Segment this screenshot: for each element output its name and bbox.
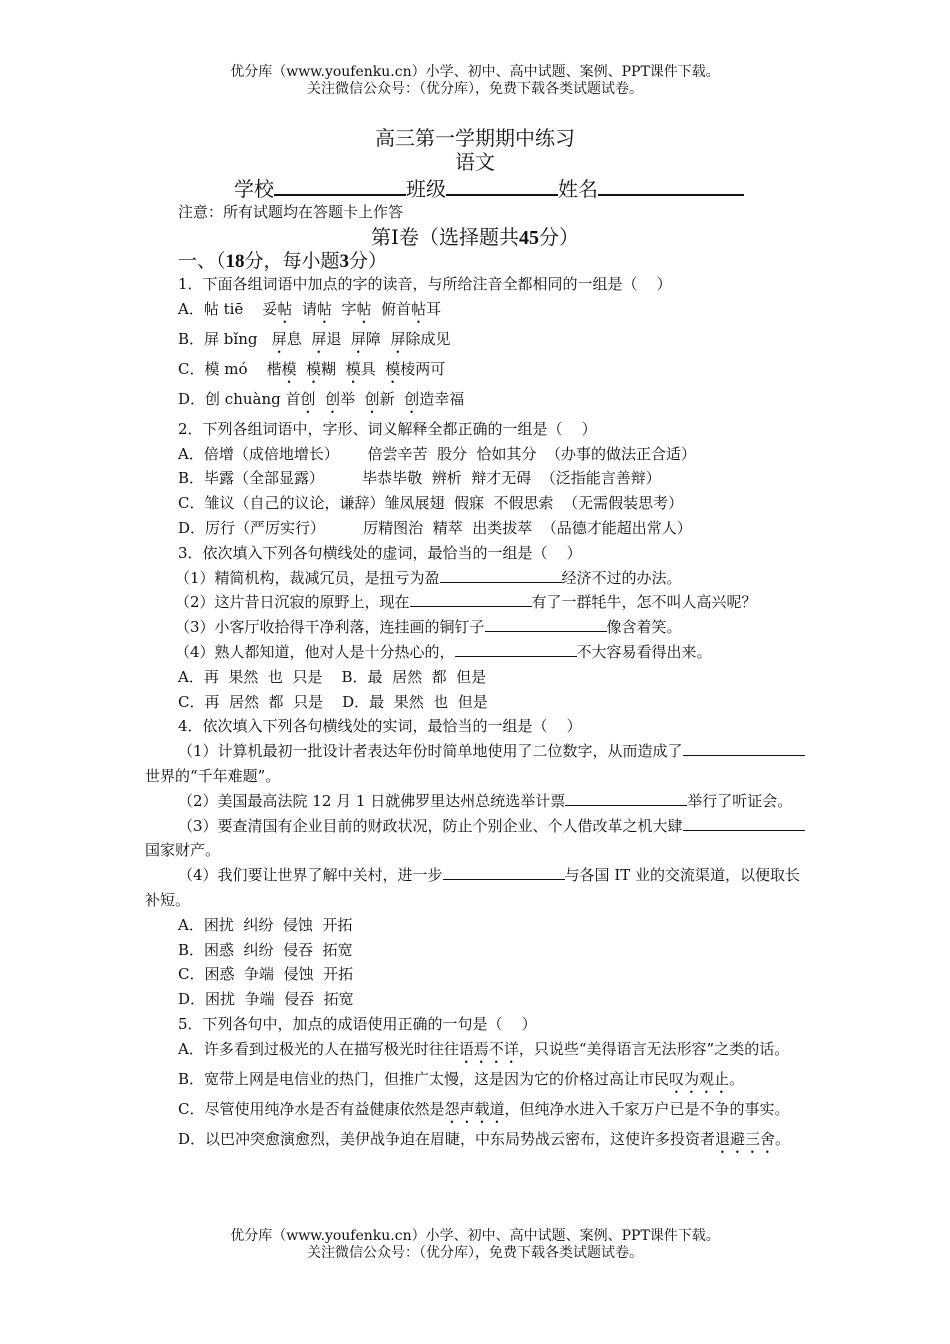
q3-blank-2[interactable] xyxy=(410,590,532,607)
page-footer xyxy=(0,1228,950,1262)
q5-option-d[interactable]: D．以巴冲突愈演愈烈，美伊战争迫在眉睫，中东局势战云密布，这使许多投资者退避三舍。 xyxy=(178,1129,791,1148)
q4-stem: 4．依次填入下列各句横线处的实词，最恰当的一组是（ ） xyxy=(178,717,582,736)
q4-sentence-3: （3）要查清国有企业目前的财政状况，防止个别企业、个人借改革之机大肆国家财产。 xyxy=(145,814,807,864)
notice: 注意：所有试题均在答题卡上作答 xyxy=(178,203,404,221)
q3-stem: 3．依次填入下列各句横线处的虚词，最恰当的一组是（ ） xyxy=(178,543,582,562)
q1-option-b[interactable]: B．屏 bǐng 屏息 屏退 屏障 屏除成见 xyxy=(178,329,451,348)
exam-title: 高三第一学期期中练习 xyxy=(375,126,575,150)
school-label: 学校 xyxy=(234,177,274,201)
q4-option-a[interactable]: A．困扰 纠纷 侵蚀 开拓 xyxy=(178,915,353,934)
q4-option-b[interactable]: B．困惑 纠纷 侵吞 拓宽 xyxy=(178,940,353,959)
q3-blank-1[interactable] xyxy=(440,566,562,583)
question-content xyxy=(145,272,807,1157)
q4-blank-3a[interactable] xyxy=(683,814,747,831)
student-info-line xyxy=(234,174,744,202)
q3-blank-3[interactable] xyxy=(485,615,607,632)
q4-blank-2[interactable] xyxy=(565,789,687,806)
q4-option-c[interactable]: C．困惑 争端 侵蚀 开拓 xyxy=(178,965,354,984)
q3-options-ab[interactable]: A．再 果然 也 只是 B．最 居然 都 但是 xyxy=(178,667,487,686)
q1-option-d[interactable]: D．创 chuàng 首创 创举 创新 创造幸福 xyxy=(178,389,465,408)
q3-blank-4[interactable] xyxy=(455,640,577,657)
q2-option-b[interactable]: B．毕露（全部显露） 毕恭毕敬 辨析 辩才无碍 （泛指能言善辩） xyxy=(178,469,661,488)
footer-line-1: 优分库（www.youfenku.cn）小学、初中、高中试题、案例、PPT课件下载。 xyxy=(230,1228,720,1244)
part-1-heading: 第Ⅰ卷（选择题共45分） xyxy=(371,225,579,249)
name-label: 姓名 xyxy=(558,177,598,201)
q4-sentence-2: （2）美国最高法院 12 月 1 日就佛罗里达州总统选举计票 举行了听证会。 xyxy=(145,789,807,814)
q4-sentence-4: （4）我们要让世界了解中关村，进一步 与各国 IT 业的交流渠道，以便取长补短。 xyxy=(145,863,807,913)
q5-option-b[interactable]: B．宽带上网是电信业的热门，但推广太慢，这是因为它的价格过高让市民叹为观止。 xyxy=(178,1069,745,1088)
q4-blank-3b[interactable] xyxy=(747,814,805,831)
q2-option-c[interactable]: C．雏议（自己的议论，谦辞）雏凤展翅 假寐 不假思索 （无需假装思考） xyxy=(178,494,684,513)
q5-a-dotted-idiom: 语焉不详 xyxy=(458,1039,519,1058)
q5-d-dotted-idiom: 退避三舍 xyxy=(715,1129,776,1148)
q1-option-a[interactable]: A．帖 tiē 妥帖 请帖 字帖 俯首帖耳 xyxy=(178,299,442,318)
q1-option-c[interactable]: C．模 mó 楷模 模糊 模具 模棱两可 xyxy=(178,359,446,378)
q5-b-dotted-idiom: 叹为观止 xyxy=(669,1069,730,1088)
q4-option-d[interactable]: D．困扰 争端 侵吞 拓宽 xyxy=(178,990,354,1009)
class-label: 班级 xyxy=(406,177,446,201)
name-blank[interactable] xyxy=(598,174,744,196)
q3-sentence-3: （3）小客厅收拾得干净利落，连挂画的铜钉子 像含着笑。 xyxy=(145,615,807,640)
q5-c-dotted-idiom: 怨声载道 xyxy=(444,1099,505,1118)
footer-line-2: 关注微信公众号：（优分库），免费下载各类试题试卷。 xyxy=(307,1245,643,1261)
q3-sentence-2: （2）这片昔日沉寂的原野上，现在 有了一群牦牛，怎不叫人高兴呢？ xyxy=(145,590,807,615)
q2-option-a[interactable]: A．倍增（成倍地增长） 倍尝辛苦 股分 恰如其分 （办事的做法正合适） xyxy=(178,444,697,463)
section-1-heading: 一、（18分，每小题3分） xyxy=(178,250,388,272)
q3-options-cd[interactable]: C．再 居然 都 只是 D．最 果然 也 但是 xyxy=(178,692,488,711)
class-blank[interactable] xyxy=(446,174,558,196)
q5-option-a[interactable]: A．许多看到过极光的人在描写极光时往往语焉不详，只说些“美得语言无法形容”之类的话。 xyxy=(178,1039,790,1058)
q4-blank-4[interactable] xyxy=(443,863,565,880)
q1-stem: 1．下面各组词语中加点的字的读音，与所给注音全都相同的一组是（ ） xyxy=(178,275,672,293)
header-line-2: 关注微信公众号：（优分库），免费下载各类试题试卷。 xyxy=(307,81,643,97)
school-blank[interactable] xyxy=(274,174,406,196)
q5-stem: 5．下列各句中，加点的成语使用正确的一句是（ ） xyxy=(178,1014,537,1033)
q4-sentence-1: （1）计算机最初一批设计者表达年份时简单地使用了二位数字，从而造成了世界的“千年难题”。 xyxy=(145,739,807,789)
q5-option-c[interactable]: C．尽管使用纯净水是否有益健康依然是怨声载道，但纯净水进入千家万户已是不争的事实。 xyxy=(178,1099,790,1118)
exam-subject: 语文 xyxy=(455,150,495,174)
page-header xyxy=(0,64,950,98)
q2-option-d[interactable]: D．厉行（严厉实行） 厉精图治 精萃 出类拔萃 （品德才能超出常人） xyxy=(178,518,692,537)
q2-stem: 2．下列各组词语中，字形、词义解释全都正确的一组是（ ） xyxy=(178,419,597,438)
q4-blank-1b[interactable] xyxy=(747,739,805,756)
q3-sentence-4: （4）熟人都知道，他对人是十分热心的， 不大容易看得出来。 xyxy=(145,640,807,665)
header-line-1: 优分库（www.youfenku.cn）小学、初中、高中试题、案例、PPT课件下载。 xyxy=(230,64,720,80)
q4-blank-1a[interactable] xyxy=(683,739,747,756)
q3-sentence-1: （1）精简机构，裁减冗员，是扭亏为盈 经济不过的办法。 xyxy=(145,566,807,591)
